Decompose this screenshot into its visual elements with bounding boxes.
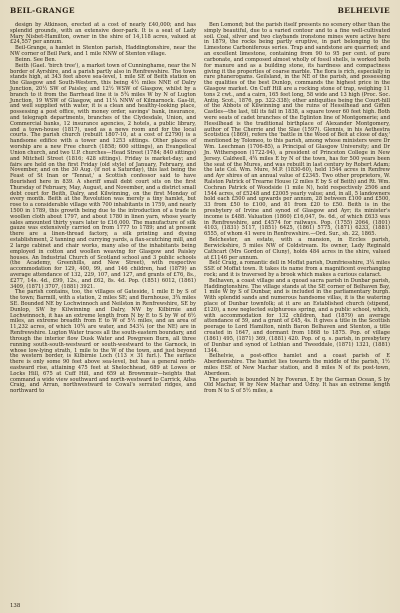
entry-paragraph: Beinn. See Ben. [15,56,57,63]
entry-paragraph: Beith (Gael. 'birch tree'), a market town of Cunninghame, near the N border of Ayrshire, and a parish partly also in Renfrewshire. The town stands high, at 343 feet above sea-level, 1 mile SE of Beith station on the Glasgow and South-Western, this being 4½ miles NNE of Dalry Junction, 20½ SW of Paisley, and 12½ WSW of Glasgow, whilst by a branch to it from the Barrhead line it is 5¾ miles W by N of Lugton Junction, 19 WSW of Glasgow, and 11¼ NNW of Kilmarnock. Gas-lit, and well supplied with water, it is a clean and healthy-looking place, possessing a post office, with money order, savings' bank, insurance, and telegraph departments, branches of the Clydesdale, Union, and Commercial banks, 12 insurance agencies, 2 hotels, a public library, and a town-house (1817), used as a news room and for the local courts. The parish church (rebuilt 1807-10, at a cost of £2790) is a handsome edifice with a tower and 1253 sittings. Other places of worship are a new Free church (1858; 600 sittings), an Evangelical Union church, and two U.P. churches—Head Street (1784; 840 sittings) and Mitchell Street (1816; 428 sittings). Friday is market-day; and fairs are held on the first Friday (old style) of January, February, and November, and on the 30 Aug. (if not a Saturday), this last being the Feast of St Inan or 'Tennat,' a Scottish confessor said to have flourished here in 839. A sheriff small debt court sits on the first Thursday of February, May, August, and November, and a district small debt court for Beith, Dalry, and Kilwinning, on the first Monday of every month. Beith at the Revolution was merely a tiny hamlet, but rose to a considerable village with 700 inhabitants in 1759, and nearly 1500 in 1789, this growth being due to the introduction of a trade in woollen cloth about 1797, and about 1780 in linen yarn, whose yearly sales amounted thirty years later to £16,000. The manufacture of silk gauze was extensively carried on from 1777 to 1789; and at present there are a linen-thread factory, a silk printing and dyeing establishment, 2 tanning and currying yards, a flax-scutching mill, and 2 large cabinet and chair works, many also of the inhabitants being employed in cotton and woollen weaving for Glasgow and Paisley houses. An Industrial Church of Scotland school and 3 public schools (the Academy, Greenhills, and New Street), with respective accommodation for 129, 400, 99, and 146 children, had (1879) an average attendance of 132, 229, 107, and 127, and grants of £76, 8s., £277, 14s. 4d., £99, 12s., and £62, 8s. 4d. Pop. (1851) 6012, (1861) 3409, (1871) 3707, (1881) 3921. [10,62,196,290]
entry-paragraph: design by Atkinson, erected at a cost of nearly £40,000; and has splendid grounds, with an extensive deer-park. It is a seat of Lady Mary Nisbet-Hamilton, owner in the shire of 14,118 acres, valued at £24,557 per annum. [10,22,196,46]
entry-paragraph: Ben Lomond; but the parish itself presents no scenery other than the simply beautiful, due to a varied contour and to a fine well-cultivated soil. Coal, silver and two claybands ironstone mines were active here in 1879, the rocks being partly eruptive, in part belonging to the Limestone Carboniferous series. Trap and sandstone are quarried; and an excellent limestone, containing from 90 to 95 per cent. of pure carbonate, and composed almost wholly of fossil shells, is worked both for manure and as a building stone, its hardness and compactness giving it the properties of coarse marble. The flora is rich, especially in rare phanerogams. Geilsland, in the NE of the parish, and possessing the qualities of the best Dunlop, commands the highest price in the Glasgow market. On Cuff Hill are a rocking stone of trap, weighing 11 tons 2 cwt., and a cairn, 165 feet long, 58 wide and 13 high (Proc. Soc. Antiq. Scot., 1876, pp. 322-338); other antiquities being the Court-hill of the Abbots of Kilwinning and the ruins of Hessilhead and Giffen Castles—the last, till its fall in 1838, a square tower 60 feet high. Both were seats of cadet branches of the Eglinton line of Montgomerie; and Hessilhead is the traditional birthplace of Alexander Montgomery, author of The Cherrie and the Slae (1597). Glennis, in his Aethestra Scotistica (1869), refers the 'battle in the Wood of Beit at close of day,' mentioned by Tolomeo, to this parish, among whose ministers were Dr Wm. Leechman (1706-85), a Principal of Glasgow University; and Dr Jn. Witherspoon (1722-94), a president of Princeton College in New Jersey. Caldwell, 4¾ miles E by N of the town, has for 500 years been the seat of the Mures, and was rebuilt in last century by Robert Adam; the late Col. Wm. Mure, M.P. (1830-60), held 1544 acres in Renfrew and Ayr shires of an annual value of £2345. Two other proprietors, W. Ralston Patrick of Trearne House (2 miles E by S of Beith) and Rt. Wm. Cochran Patrick of Woodside (1 mile N), hold respectively 2506 and 1544 acres, of £5248 and £2005 yearly value; and, in all, 5 landowners hold each £500 and upwards per annum, 28 between £100 and £500, 33 from £50 to £100, and 81 from £20 to £50. Beith is in the presbytery of Irvine and synod of Glasgow and Ayr; its minister's income is £488. Valuation (1860) £16,047, 9s. 6d., of which £633 was in Renfrewshire, and £4574 for railways. Pop. (1755) 2064, (1801) 4103, (1831) 5117, (1851) 6425, (1861) 5775, (1871) 6233, (1881) 6555, of whom 41 were in Renfrewshire.—Ord. Sur., sh. 22, 1865. [204,22,390,238]
left-column [10,23,196,395]
text-columns [10,23,390,395]
header-left: BEIL-GRANGE [10,6,75,15]
entry-paragraph: Belhaven, a coast village and a quoad sacra parish in Dunbar parish, Haddingtonshire. The village stands at the SE corner of Belhaven Bay, 1 mile W by S of Dunbar, and is included in the parliamentary burgh. With splendid sands and numerous handsome villas, it is the watering place of Dunbar townfolk; at it are an Established church (stipend, £120), a now neglected sulphurous spring, and a public school, which, with accommodation for 132 children, had (1879) an average attendance of 59, and a grant of £45, 4s. It gives a title in the Scottish peerage to Lord Hamilton, ninth Baron Belhaven and Stenton, a title created in 1647, and dormant from 1868 to 1875. Pop. of village (1861) 495, (1871) 369, (1881) 420. Pop. of q. s. parish, in presbytery of Dunbar and synod of Lothian and Tweeddale, (1871) 1321, (1881) 1344. [204,277,390,354]
entry-paragraph: The parish contains, too, the villages of Gateside, 1 mile E by S of the town; Barmill, with a station, 2 miles SE; and Burnhouse, 3¾ miles SE. Bounded NE by Lochwinnoch and Neilston in Renfrewshire, SE by Dunlop, SW by Kilwinning and Dalry, NW by Kilbirnie and Lochwinnoch, it has an extreme length from N by E to S by W of 6½ miles, an extreme breadth from E to W of 5½ miles, and an area of 11,232 acres, of which 10¾ are water, and 543¼ (or the NE) are in Renfrewshire. Lugton Water traces all the south-eastern boundary, and through the interior flow Dusk Water and Powgreen Burn, all three running south-south-westward or south-westward to the Garnock, in whose low-lying strath, 1 mile to the W of the town, and just beyond the western border, is Kilbirnie Loch (113 × 31 furl.). The surface there is only some 90 feet above sea-level, but has a general north-eastward rise, attaining 475 feet at Shelochhead, 689 at Lowes or Locks Hill, 675 at Cuff Hill, and 659 at Brownmuir—heights that command a wide view southward and north-westward to Carrick, Ailsa Craig, and Arran, northwestward to Cowal's serrated ridges, and northward to [10,289,196,395]
entry-paragraph: Belchester, an estate, with a mansion, in Eccles parish, Berwickshire, 5 miles NW of Coldstream. Its owner, Lady Reginald Cathcart (Mrs Gordon of Cluny), holds 484 acres in the shire, valued at £1146 per annum. [204,237,390,261]
running-header [10,6,390,22]
right-column [204,23,390,395]
entry-paragraph: Belč Craig, a romantic dell in Moffat parish, Dumfriesshire, 3¼ miles SSE of Moffat town. It takes its name from a magnificent overhanging rock; and it is traversed by a brook which makes a curious cataract. [204,260,390,278]
page-number: 138 [10,603,21,609]
entry-paragraph: The parish is bounded N by Foveran, E by the German Ocean, S by Old Machar, W by New Machar and Udny. It has an extreme length from N to S of 5½ miles, a [204,376,390,395]
entry-paragraph: Beil-Grange, a hamlet in Stenton parish, Haddingtonshire, near the NW corner of Beil Park, and 1 mile NNW of Stenton village. [10,45,196,58]
header-right: BELHELVIE [337,6,390,15]
entry-paragraph: Belhelvie, a post-office hamlet and a coast parish of E Aberdeenshire. The hamlet lies towards the middle of the parish, 1½ miles ESE of New Machar station, and 8 miles N of its post-town, Aberdeen. [204,353,390,377]
